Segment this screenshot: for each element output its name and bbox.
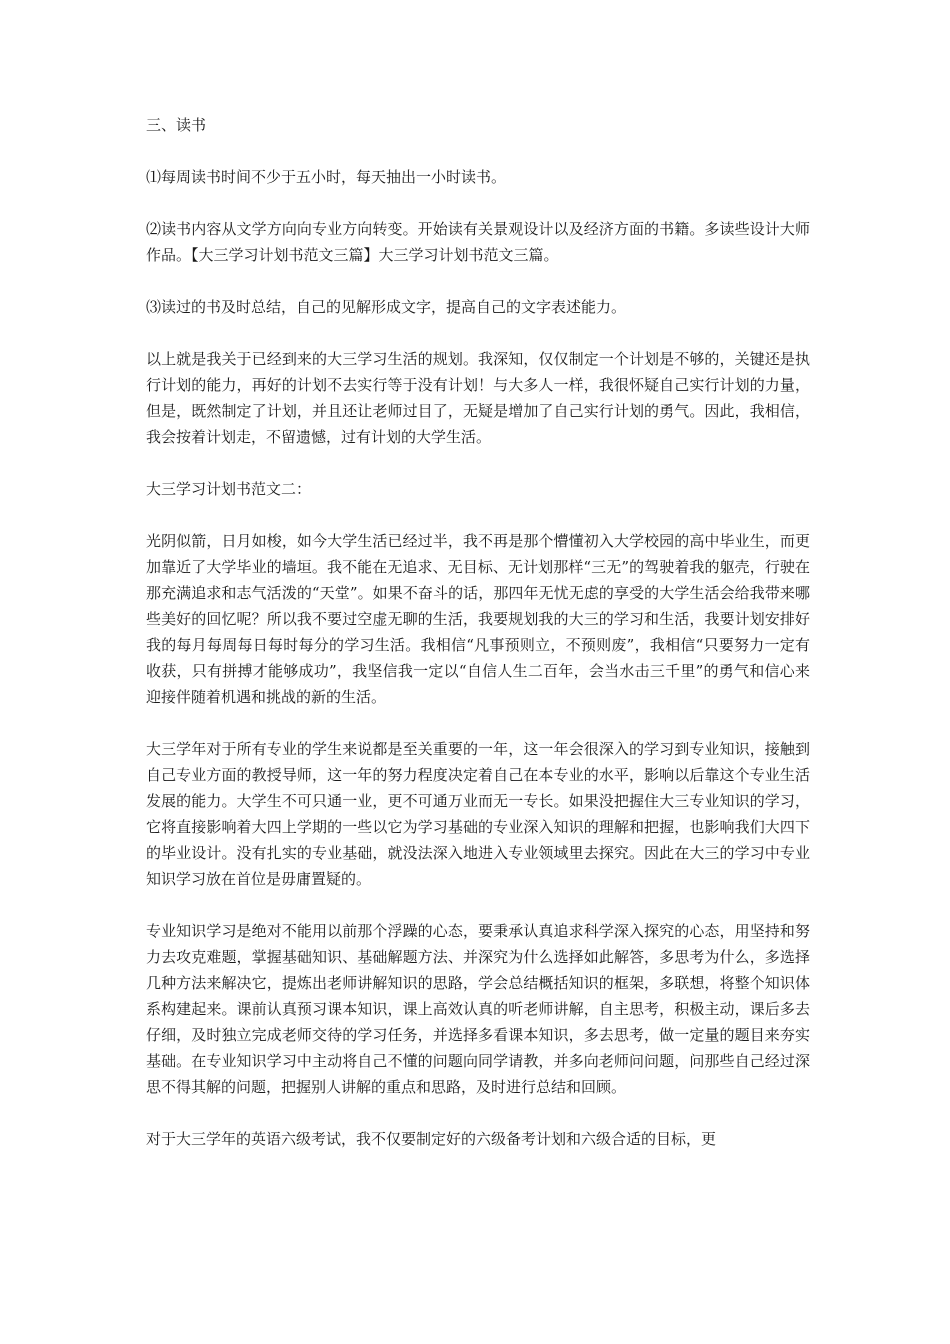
reading-item-1: ⑴每周读书时间不少于五小时，每天抽出一小时读书。	[146, 168, 507, 186]
sample-two-paragraph-3: 专业知识学习是绝对不能用以前那个浮躁的心态，要秉承认真追求科学深入探究的心态，用坚持和努力去攻克难题，掌握基础知识、基础解题方法、并深究为什么选择如此解答，多思考为什么，多选择几种方法来解决它，提炼出老师讲解知识的思路，学会总结概括知识的框架，多联想，将整个知识体系构建起来。课前认真预习课本知识，课上高效认真的听老师讲解，自主思考，积极主动，课后多去仔细，及时独立完成老师交待的学习任务，并选择多看课本知识，多去思考，做一定量的题目来夯实基础。在专业知识学习中主动将自己不懂的问题向同学请教，并多向老师问问题，问那些自己经过深思不得其解的问题，把握别人讲解的重点和思路，及时进行总结和回顾。	[146, 922, 810, 1096]
reading-item-2: ⑵读书内容从文学方向向专业方向转变。开始读有关景观设计以及经济方面的书籍。多读些设计大师作品。【大三学习计划书范文三篇】大三学习计划书范文三篇。	[146, 220, 810, 264]
document-page	[146, 112, 810, 1178]
sample-two-paragraph-4: 对于大三学年的英语六级考试，我不仅要制定好的六级备考计划和六级合适的目标，更	[146, 1130, 717, 1148]
reading-item-3: ⑶读过的书及时总结，自己的见解形成文字，提高自己的文字表述能力。	[146, 298, 627, 316]
sample-two-paragraph-1: 光阴似箭，日月如梭，如今大学生活已经过半，我不再是那个懵懂初入大学校园的高中毕业生，而更加靠近了大学毕业的墙垣。我不能在无追求、无目标、无计划那样“三无”的驾驶着我的躯壳，行驶在那充满追求和志气活泼的“天堂”。如果不奋斗的话，那四年无忧无虑的享受的大学生活会给我带来哪些美好的回忆呢？所以我不要过空虚无聊的生活，我要规划我的大三的学习和生活，我要计划安排好我的每月每周每日每时每分的学习生活。我相信“凡事预则立，不预则废”，我相信“只要努力一定有收获，只有拼搏才能够成功”，我坚信我一定以“自信人生二百年，会当水击三千里”的勇气和信心来迎接伴随着机遇和挑战的新的生活。	[146, 532, 810, 706]
section-heading-reading: 三、读书	[146, 116, 207, 134]
sample-two-title: 大三学习计划书范文二：	[146, 480, 312, 498]
sample-two-paragraph-2: 大三学年对于所有专业的学生来说都是至关重要的一年，这一年会很深入的学习到专业知识，接触到自己专业方面的教授导师，这一年的努力程度决定着自己在本专业的水平，影响以后靠这个专业生活发展的能力。大学生不可只通一业，更不可通万业而无一专长。如果没把握住大三专业知识的学习，它将直接影响着大四上学期的一些以它为学习基础的专业深入知识的理解和把握，也影响我们大四下的毕业设计。没有扎实的专业基础，就没法深入地进入专业领域里去探究。因此在大三的学习中专业知识学习放在首位是毋庸置疑的。	[146, 740, 810, 888]
summary-paragraph: 以上就是我关于已经到来的大三学习生活的规划。我深知，仅仅制定一个计划是不够的，关键还是执行计划的能力，再好的计划不去实行等于没有计划！与大多人一样，我很怀疑自己实行计划的力量，但是，既然制定了计划，并且还让老师过目了，无疑是增加了自己实行计划的勇气。因此，我相信，我会按着计划走，不留遗憾，过有计划的大学生活。	[146, 350, 810, 446]
